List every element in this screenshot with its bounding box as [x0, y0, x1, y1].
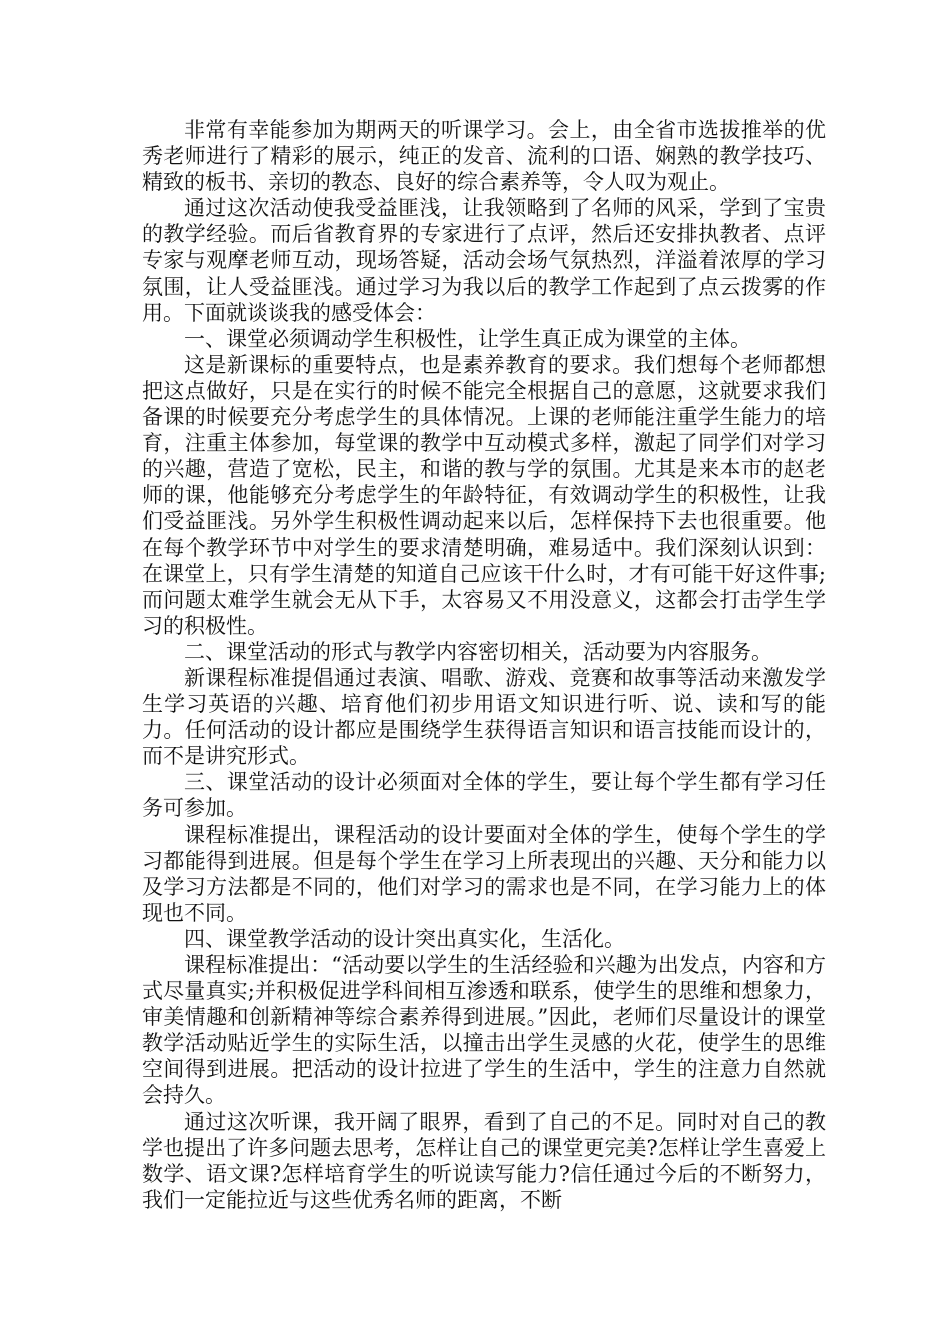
paragraph-intro: 非常有幸能参加为期两天的听课学习。会上，由全省市选拔推举的优秀老师进行了精彩的展示，纯正的发音、流利的口语、娴熟的教学技巧、精致的板书、亲切的教态、良好的综合素养等，令人叹为观止。 [142, 118, 826, 195]
heading-point-3: 三、课堂活动的设计必须面对全体的学生，要让每个学生都有学习任务可参加。 [142, 770, 826, 821]
paragraph-point-4: 课程标准提出：“活动要以学生的生活经验和兴趣为出发点，内容和方式尽量真实;并积极促进学科间相互渗透和联系，使学生的思维和想象力，审美情趣和创新精神等综合素养得到进展。”因此，老师们尽量设计的课堂教学活动贴近学生的实际生活，以撞击出学生灵感的火花，使学生的思维空间得到进展。把活动的设计拉进了学生的生活中，学生的注意力自然就会持久。 [142, 953, 826, 1108]
paragraph-gains: 通过这次活动使我受益匪浅，让我领略到了名师的风采，学到了宝贵的教学经验。而后省教育界的专家进行了点评，然后还安排执教者、点评专家与观摩老师互动，现场答疑，活动会场气氛热烈，洋溢着浓厚的学习氛围，让人受益匪浅。通过学习为我以后的教学工作起到了点云拨雾的作用。下面就谈谈我的感受体会： [142, 196, 826, 325]
paragraph-point-2: 新课程标准提倡通过表演、唱歌、游戏、竞赛和故事等活动来激发学生学习英语的兴趣、培育他们初步用语文知识进行听、说、读和写的能力。任何活动的设计都应是围绕学生获得语言知识和语言技能而设计的，而不是讲究形式。 [142, 665, 826, 769]
heading-point-2: 二、课堂活动的形式与教学内容密切相关，活动要为内容服务。 [184, 639, 772, 664]
paragraph-conclusion: 通过这次听课，我开阔了眼界，看到了自己的不足。同时对自己的教学也提出了许多问题去思考，怎样让自己的课堂更完美?怎样让学生喜爱上数学、语文课?怎样培育学生的听说读写能力?信任通过今后的不断努力，我们一定能拉近与这些优秀名师的距离，不断 [142, 1109, 826, 1212]
heading-point-1: 一、课堂必须调动学生积极性，让学生真正成为课堂的主体。 [184, 326, 751, 351]
paragraph-point-3: 课程标准提出，课程活动的设计要面对全体的学生，使每个学生的学习都能得到进展。但是每个学生在学习上所表现出的兴趣、天分和能力以及学习方法都是不同的，他们对学习的需求也是不同，在学习能力上的体现也不同。 [142, 822, 826, 925]
document-body [142, 117, 826, 1213]
paragraph-point-1: 这是新课标的重要特点，也是素养教育的要求。我们想每个老师都想把这点做好，只是在实行的时候不能完全根据自己的意愿，这就要求我们备课的时候要充分考虑学生的具体情况。上课的老师能注重学生能力的培育，注重主体参加，每堂课的教学中互动模式多样，激起了同学们对学习的兴趣，营造了宽松，民主，和谐的教与学的氛围。尤其是来本市的赵老师的课，他能够充分考虑学生的年龄特征，有效调动学生的积极性，让我们受益匪浅。另外学生积极性调动起来以后，怎样保持下去也很重要。他在每个教学环节中对学生的要求清楚明确，难易适中。我们深刻认识到：在课堂上，只有学生清楚的知道自己应该干什么时，才有可能干好这件事;而问题太难学生就会无从下手，太容易又不用没意义，这都会打击学生学习的积极性。 [142, 352, 826, 638]
heading-point-4: 四、课堂教学活动的设计突出真实化，生活化。 [184, 926, 625, 951]
